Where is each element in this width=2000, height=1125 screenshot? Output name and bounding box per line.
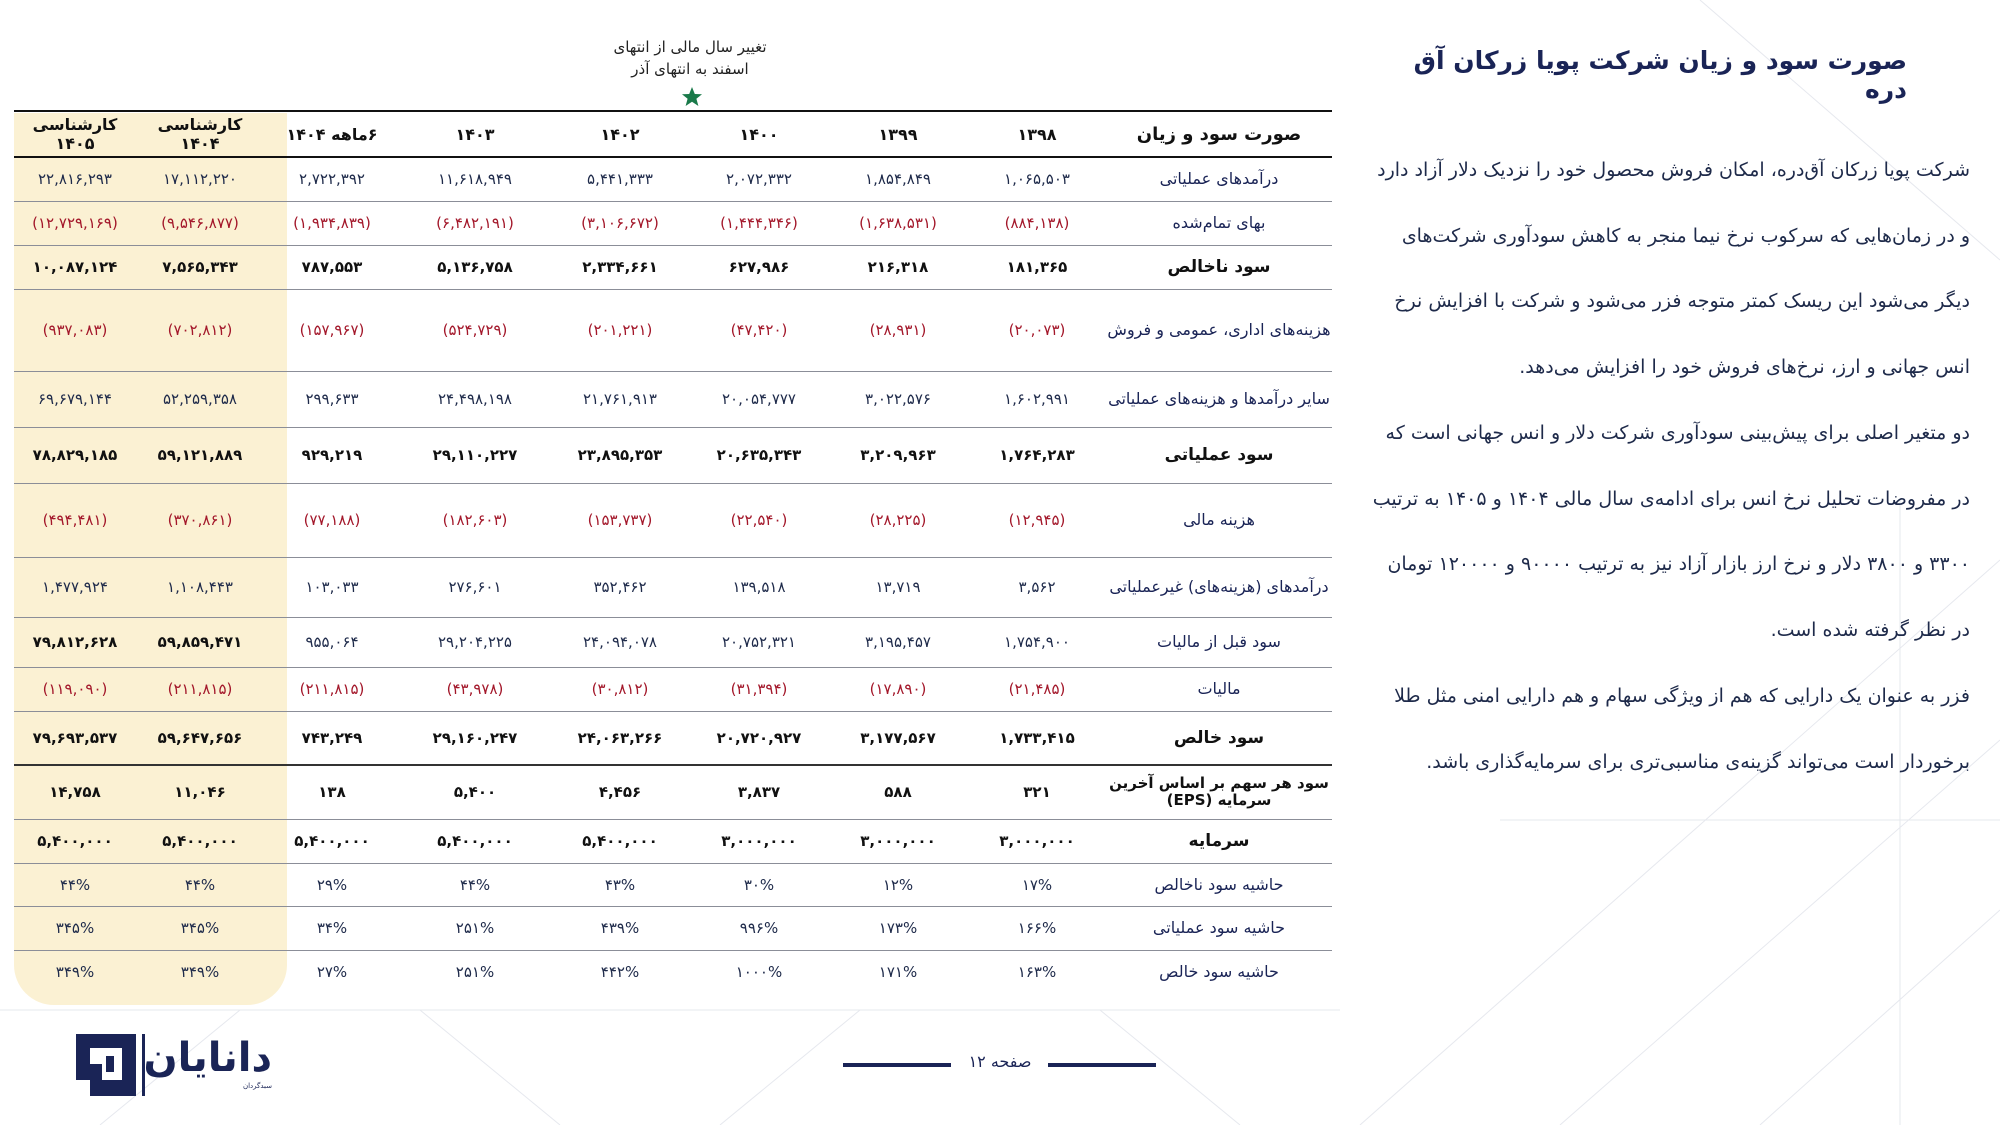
cell: ۲۴,۰۹۴,۰۷۸: [550, 617, 690, 667]
cell: ۴,۴۵۶: [550, 765, 690, 819]
cell: ۵,۴۰۰,۰۰۰: [14, 819, 136, 863]
cell: ۲۴,۰۶۳,۲۶۶: [550, 711, 690, 765]
table-row: [14, 906, 1332, 950]
cell: ۳۴۹%: [55, 963, 95, 982]
cell: ۷۸۷,۵۵۳: [264, 245, 400, 289]
row-label: سود هر سهم بر اساس آخرین سرمایه (EPS): [1106, 765, 1332, 819]
table-row: [14, 765, 1332, 819]
cell: ۱۶۶%: [968, 906, 1106, 950]
cell: ۷۴۳,۲۴۹: [264, 711, 400, 765]
cell: ۲۱۶,۳۱۸: [828, 245, 968, 289]
cell: (۴۷,۴۲۰): [690, 289, 828, 371]
cell: ۲۹,۱۶۰,۲۴۷: [400, 711, 550, 765]
cell: ۲۹%: [264, 863, 400, 906]
table-row: [14, 557, 1332, 617]
cell: ۳,۰۰۰,۰۰۰: [828, 819, 968, 863]
cell: ۱,۰۶۵,۵۰۳: [968, 157, 1106, 201]
cell: (۳۰,۸۱۲): [550, 667, 690, 711]
row-label: حاشیه سود خالص: [1159, 962, 1279, 982]
cell: (۱,۶۳۸,۵۳۱): [828, 201, 968, 245]
cell: ۴۴%: [400, 863, 550, 906]
cell: ۳,۵۶۲: [968, 557, 1106, 617]
cell: ۲۹,۱۱۰,۲۲۷: [400, 427, 550, 483]
cell: ۳,۱۹۵,۴۵۷: [828, 617, 968, 667]
cell: (۱,۴۴۴,۳۴۶): [690, 201, 828, 245]
page-number: صفحه ۱۲: [968, 1052, 1032, 1071]
cell: ۴۴%: [136, 863, 264, 906]
row-label: هزینه‌های اداری، عمومی و فروش: [1106, 289, 1332, 371]
income-statement-table: [14, 110, 1332, 994]
cell: ۲۷%: [316, 963, 348, 982]
cell: ۱,۸۵۴,۸۴۹: [828, 157, 968, 201]
cell: ۲۳,۸۹۵,۳۵۳: [550, 427, 690, 483]
cell: ۵۹,۶۴۷,۶۵۶: [136, 711, 264, 765]
danayan-logo: [76, 1034, 272, 1096]
cell: ۱۳,۷۱۹: [828, 557, 968, 617]
cell: (۳۷۰,۸۶۱): [136, 483, 264, 557]
cell: ۱,۴۷۷,۹۲۴: [14, 557, 136, 617]
paragraph-3: فزر به عنوان یک دارایی که هم از ویژگی سهام و هم دارایی امنی مثل طلا برخوردار است می‌تواند گزینه‌ی مناسبی‌تری برای سرمایه‌گذاری باشد.: [1394, 685, 1970, 773]
cell: ۵۲,۲۵۹,۳۵۸: [136, 371, 264, 427]
cell: (۲۱۱,۸۱۵): [264, 667, 400, 711]
table-row: [14, 863, 1332, 906]
row-label: حاشیه سود عملیاتی: [1106, 906, 1332, 950]
cell: ۵,۴۰۰,۰۰۰: [264, 819, 400, 863]
cell: ۵,۱۳۶,۷۵۸: [400, 245, 550, 289]
table-row: [14, 483, 1332, 557]
paragraph-1: شرکت پویا زرکان آق‌دره، امکان فروش محصول خود را نزدیک دلار آزاد دارد و در زمان‌هایی که سرکوب نرخ نیما منجر به کاهش سودآوری شرکت‌های دیگر می‌شود این ریسک کمتر متوجه فزر می‌شود و شرکت با افزایش نرخ انس جهانی و ارز، نرخ‌های فروش خود را افزایش می‌دهد.: [1377, 159, 1970, 378]
cell: (۳,۱۰۶,۶۷۲): [550, 201, 690, 245]
cell: (۱۱۹,۰۹۰): [14, 667, 136, 711]
cell: ۵,۴۰۰,۰۰۰: [550, 819, 690, 863]
logo-name: دانایان: [143, 1035, 272, 1081]
cell: ۷۹,۸۱۲,۶۲۸: [14, 617, 136, 667]
table-row: [14, 617, 1332, 667]
cell: ۳,۲۰۹,۹۶۳: [828, 427, 968, 483]
header-label: صورت سود و زیان: [1106, 111, 1332, 157]
description-panel: [1370, 0, 1970, 1125]
cell: ۵,۴۴۱,۳۳۳: [550, 157, 690, 201]
cell: ۲۲,۸۱۶,۲۹۳: [14, 157, 136, 201]
row-label: سود قبل از مالیات: [1106, 617, 1332, 667]
cell: (۲۸,۲۲۵): [828, 483, 968, 557]
cell: (۱۵۳,۷۳۷): [550, 483, 690, 557]
paragraph-2: دو متغیر اصلی برای پیش‌بینی سودآوری شرکت دلار و انس جهانی است که در مفروضات تحلیل نرخ انس برای ادامه‌ی سال مالی ۱۴۰۴ و ۱۴۰۵ به ترتیب ۳۳۰۰ و ۳۸۰۰ دلار و نرخ ارز بازار آزاد نیز به ترتیب ۹۰۰۰۰ و ۱۲۰۰۰۰ تومان در نظر گرفته شده است.: [1372, 422, 1970, 641]
table-header-row: [14, 111, 1332, 157]
cell: ۱,۷۳۳,۴۱۵: [968, 711, 1106, 765]
header-1398: ۱۳۹۸: [968, 111, 1106, 157]
cell: ۲,۷۲۲,۳۹۲: [264, 157, 400, 201]
table-row: [14, 950, 1332, 994]
cell: ۶۲۷,۹۸۶: [690, 245, 828, 289]
row-label: هزینه مالی: [1106, 483, 1332, 557]
cell: ۱,۷۶۴,۲۸۳: [968, 427, 1106, 483]
table-row: [14, 427, 1332, 483]
cell: ۴۳%: [550, 863, 690, 906]
header-6m-1404: ۶ماهه ۱۴۰۴: [264, 111, 400, 157]
cell: (۲۸,۹۳۱): [828, 289, 968, 371]
cell: (۴۹۴,۴۸۱): [14, 483, 136, 557]
cell: (۹,۵۴۶,۸۷۷): [136, 201, 264, 245]
row-label: سود ناخالص: [1106, 245, 1332, 289]
cell: ۲۴,۴۹۸,۱۹۸: [400, 371, 550, 427]
table-row: [14, 819, 1332, 863]
cell: (۹۳۷,۰۸۳): [14, 289, 136, 371]
cell: (۱۸۲,۶۰۳): [400, 483, 550, 557]
cell: ۳۵۲,۴۶۲: [550, 557, 690, 617]
fiscal-year-note-line1: تغییر سال مالی از انتهای: [613, 38, 767, 56]
cell: ۱۱,۰۴۶: [136, 765, 264, 819]
footer-line-right: [1048, 1063, 1156, 1067]
cell: (۱۲,۷۲۹,۱۶۹): [14, 201, 136, 245]
cell: ۳,۸۳۷: [690, 765, 828, 819]
cell: ۱۱,۶۱۸,۹۴۹: [400, 157, 550, 201]
cell: ۱۷%: [968, 863, 1106, 906]
row-label: حاشیه سود ناخالص: [1106, 863, 1332, 906]
cell: (۱۵۷,۹۶۷): [264, 289, 400, 371]
cell: ۵۹,۸۵۹,۴۷۱: [136, 617, 264, 667]
row-label: سود خالص: [1106, 711, 1332, 765]
cell: ۲۹,۲۰۴,۲۲۵: [400, 617, 550, 667]
row-label: بهای تمام‌شده: [1106, 201, 1332, 245]
cell: ۹۵۵,۰۶۴: [264, 617, 400, 667]
row-label: سایر درآمدها و هزینه‌های عملیاتی: [1106, 371, 1332, 427]
cell: ۲۹۹,۶۳۳: [264, 371, 400, 427]
cell: ۱۳۹,۵۱۸: [690, 557, 828, 617]
header-1403: ۱۴۰۳: [400, 111, 550, 157]
danayan-logo-icon: [76, 1034, 136, 1096]
cell: (۷۰۲,۸۱۲): [136, 289, 264, 371]
cell: ۱۷۱%: [878, 963, 918, 982]
cell: ۷۸,۸۲۹,۱۸۵: [14, 427, 136, 483]
cell: ۱۷,۱۱۲,۲۲۰: [136, 157, 264, 201]
cell: ۳,۰۰۰,۰۰۰: [690, 819, 828, 863]
header-forecast-1404: کارشناسی ۱۴۰۴: [136, 111, 264, 157]
cell: ۱,۶۰۲,۹۹۱: [968, 371, 1106, 427]
header-forecast-1405: کارشناسی ۱۴۰۵: [14, 111, 136, 157]
cell: ۳۴۹%: [180, 963, 220, 982]
cell: (۱,۹۳۴,۸۳۹): [264, 201, 400, 245]
header-1400: ۱۴۰۰: [690, 111, 828, 157]
cell: (۲۰۱,۲۲۱): [550, 289, 690, 371]
cell: ۷,۵۶۵,۳۴۳: [136, 245, 264, 289]
cell: ۱,۱۰۸,۴۴۳: [136, 557, 264, 617]
row-label: سرمایه: [1106, 819, 1332, 863]
cell: (۳۱,۳۹۴): [690, 667, 828, 711]
cell: ۳۴۵%: [14, 906, 136, 950]
cell: ۲۵۱%: [455, 963, 495, 982]
cell: ۵,۴۰۰,۰۰۰: [136, 819, 264, 863]
cell: ۲,۰۷۲,۳۳۲: [690, 157, 828, 201]
table-row: [14, 371, 1332, 427]
footer-line-left: [843, 1063, 951, 1067]
row-label: درآمدهای عملیاتی: [1106, 157, 1332, 201]
cell: ۲۰,۷۲۰,۹۲۷: [690, 711, 828, 765]
table-row: [14, 289, 1332, 371]
cell: (۸۸۴,۱۳۸): [968, 201, 1106, 245]
cell: ۲۰,۷۵۲,۳۲۱: [690, 617, 828, 667]
cell: ۱۴,۷۵۸: [14, 765, 136, 819]
table-row: [14, 201, 1332, 245]
cell: ۱۷۳%: [828, 906, 968, 950]
table-row: [14, 711, 1332, 765]
cell: ۳,۱۷۷,۵۶۷: [828, 711, 968, 765]
cell: ۵,۴۰۰: [400, 765, 550, 819]
table-row: [14, 157, 1332, 201]
cell: ۳۴۵%: [136, 906, 264, 950]
cell: ۱,۷۵۴,۹۰۰: [968, 617, 1106, 667]
cell: ۵۸۸: [828, 765, 968, 819]
header-1402: ۱۴۰۲: [550, 111, 690, 157]
cell: ۳,۰۲۲,۵۷۶: [828, 371, 968, 427]
row-label: درآمدهای (هزینه‌های) غیرعملیاتی: [1106, 557, 1332, 617]
cell: (۲۲,۵۴۰): [690, 483, 828, 557]
fiscal-year-note-line2: اسفند به انتهای آذر: [631, 60, 749, 78]
page-title: صورت سود و زیان شرکت پویا زرکان آق دره: [1413, 46, 1907, 104]
cell: ۱۰۳,۰۳۳: [264, 557, 400, 617]
cell: (۷۷,۱۸۸): [264, 483, 400, 557]
cell: ۱۰۰۰%: [735, 963, 783, 982]
cell: ۴۳۹%: [550, 906, 690, 950]
cell: ۷۹,۶۹۳,۵۳۷: [14, 711, 136, 765]
cell: ۴۴%: [14, 863, 136, 906]
header-1399: ۱۳۹۹: [828, 111, 968, 157]
cell: ۳۴%: [264, 906, 400, 950]
cell: ۲۰,۶۳۵,۳۴۳: [690, 427, 828, 483]
row-label: سود عملیاتی: [1106, 427, 1332, 483]
cell: ۲۷۶,۶۰۱: [400, 557, 550, 617]
cell: ۲۵۱%: [400, 906, 550, 950]
cell: (۴۳,۹۷۸): [400, 667, 550, 711]
description-body: [1370, 138, 1970, 796]
cell: (۲۰,۰۷۳): [968, 289, 1106, 371]
cell: ۴۴۲%: [600, 963, 640, 982]
cell: ۹۲۹,۲۱۹: [264, 427, 400, 483]
cell: ۱۸۱,۳۶۵: [968, 245, 1106, 289]
fiscal-year-note: [560, 36, 820, 80]
cell: (۱۷,۸۹۰): [828, 667, 968, 711]
cell: (۱۲,۹۴۵): [968, 483, 1106, 557]
cell: (۲۱,۴۸۵): [968, 667, 1106, 711]
cell: ۳۰%: [690, 863, 828, 906]
cell: ۱۲%: [828, 863, 968, 906]
cell: ۳۲۱: [968, 765, 1106, 819]
cell: ۵,۴۰۰,۰۰۰: [400, 819, 550, 863]
cell: ۲۰,۰۵۴,۷۷۷: [690, 371, 828, 427]
cell: ۱۳۸: [264, 765, 400, 819]
cell: ۱۶۳%: [1017, 963, 1057, 982]
cell: ۲۱,۷۶۱,۹۱۳: [550, 371, 690, 427]
table-row: [14, 667, 1332, 711]
cell: ۱۰,۰۸۷,۱۲۴: [14, 245, 136, 289]
table-row: [14, 245, 1332, 289]
logo-subtitle: سبدگردان: [242, 1082, 272, 1090]
cell: ۶۹,۶۷۹,۱۴۴: [14, 371, 136, 427]
cell: ۵۹,۱۲۱,۸۸۹: [136, 427, 264, 483]
cell: ۲,۳۳۴,۶۶۱: [550, 245, 690, 289]
cell: ۳,۰۰۰,۰۰۰: [968, 819, 1106, 863]
cell: (۵۲۴,۷۲۹): [400, 289, 550, 371]
cell: ۹۹۶%: [690, 906, 828, 950]
star-icon: [680, 85, 704, 109]
cell: (۲۱۱,۸۱۵): [136, 667, 264, 711]
cell: (۶,۴۸۲,۱۹۱): [400, 201, 550, 245]
row-label: مالیات: [1106, 667, 1332, 711]
